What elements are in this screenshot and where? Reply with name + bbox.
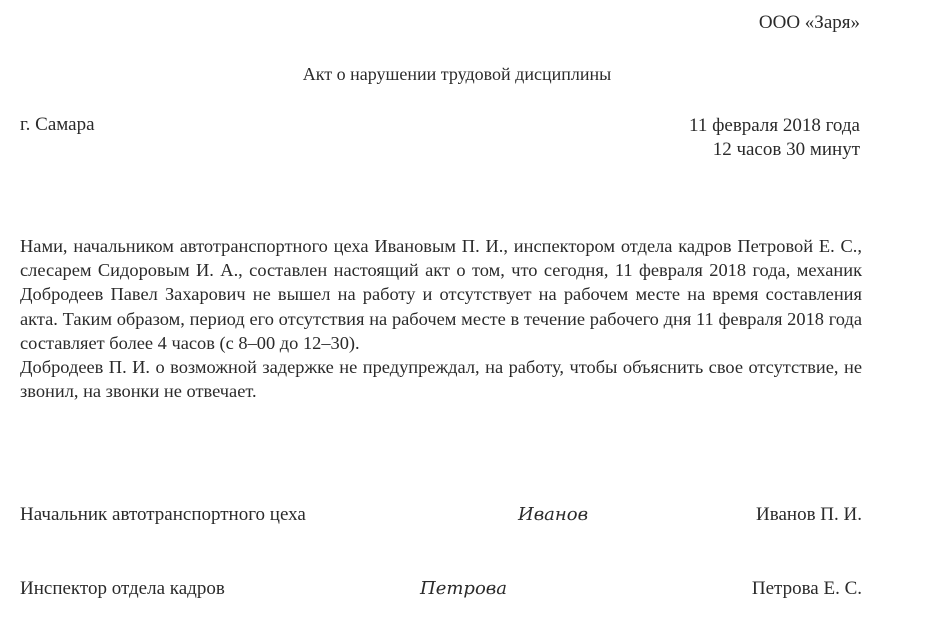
signer-name: Иванов П. И. bbox=[756, 504, 862, 525]
document-city: г. Самара bbox=[20, 114, 95, 135]
signature-row-2 bbox=[20, 578, 862, 606]
signer-role: Инспектор отдела кадров bbox=[20, 578, 225, 599]
body-paragraph-2: Добродеев П. И. о возможной задержке не предупреждал, на работу, чтобы объяснить свое отсутствие, не звонил, на звонки не отвечает. bbox=[20, 357, 862, 402]
document-title: Акт о нарушении трудовой дисциплины bbox=[302, 64, 612, 84]
signature-row-1 bbox=[20, 504, 862, 532]
document-datetime bbox=[689, 114, 860, 162]
signer-role: Начальник автотранспортного цеха bbox=[20, 504, 306, 525]
document-date: 11 февраля 2018 года bbox=[689, 115, 860, 136]
document-body bbox=[20, 234, 862, 403]
handwritten-signature: Петрова bbox=[420, 578, 507, 599]
handwritten-signature: Иванов bbox=[518, 504, 589, 525]
body-paragraph-1: Нами, начальником автотранспортного цеха Ивановым П. И., инспектором отдела кадров Петровой Е. С., слесарем Сидоровым И. А., составлен настоящий акт о том, что сегодня, 11 февраля 2018 года, механик Добродеев Павел Захарович не вышел на работу и отсутствует на рабочем месте на время составления акта. Таким образом, период его отсутствия на рабочем месте в течение рабочего дня 11 февраля 2018 года составляет более 4 часов (с 8–00 до 12–30). bbox=[20, 236, 862, 353]
organization-name: ООО «Заря» bbox=[758, 12, 860, 33]
signer-name: Петрова Е. С. bbox=[751, 578, 862, 599]
document-time: 12 часов 30 минут bbox=[712, 139, 860, 160]
